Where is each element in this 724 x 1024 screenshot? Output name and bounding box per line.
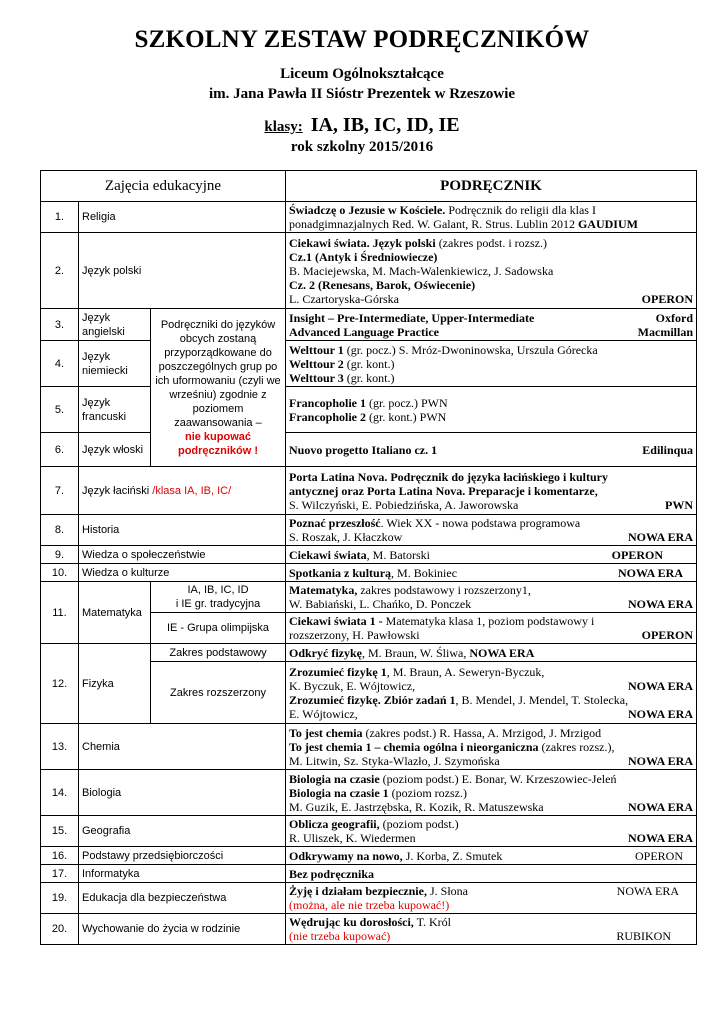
textbook-cell <box>286 724 697 770</box>
table-header-row <box>41 171 697 202</box>
book-authors: K. Byczuk, E. Wójtowicz, <box>289 678 416 693</box>
row-number: 6. <box>41 433 79 467</box>
table-row <box>41 914 697 945</box>
subgroup-label: Zakres rozszerzony <box>151 662 286 724</box>
book-title: Insight – Pre-Intermediate, Upper-Intermediate <box>289 310 535 325</box>
book-title: Advanced Language Practice <box>289 324 439 339</box>
subject-name: Język angielski <box>79 309 151 341</box>
book-title: Porta Latina Nova. Podręcznik do języka łacińskiego i kultury <box>289 469 608 484</box>
publisher: NOWA ERA <box>617 565 683 580</box>
row-number: 3. <box>41 309 79 341</box>
classes-value: IA, IB, IC, ID, IE <box>310 114 460 136</box>
textbook-cell <box>286 433 697 467</box>
book-detail: (zakres podst. i rozsz.) <box>435 235 547 250</box>
book-title: Ciekawi świata 1 - <box>289 614 383 628</box>
book-title: Francopholie 2 <box>289 409 366 424</box>
book-title: Wędrując ku dorosłości, <box>289 915 414 929</box>
textbook-cell <box>286 341 697 387</box>
publisher: NOWA ERA <box>469 645 535 660</box>
subject-classes-note: /klasa IA, IB, IC/ <box>149 484 232 497</box>
publisher: OPERON <box>611 547 663 562</box>
book-title: Spotkania z kulturą <box>289 565 392 580</box>
book-title: Bez podręcznika <box>289 866 374 881</box>
book-title: Matematyka, <box>289 583 358 597</box>
book-title: Odkryć fizykę <box>289 645 362 660</box>
textbook-cell <box>286 914 697 945</box>
subject-name: Informatyka <box>79 865 286 883</box>
publisher: NOWA ERA <box>627 678 693 693</box>
note-warning: nie kupować podręczników ! <box>177 430 259 457</box>
book-title: To jest chemia 1 – chemia ogólna i nieorganiczna <box>289 739 539 754</box>
textbook-cell <box>286 644 697 662</box>
book-title: Poznać przeszłość <box>289 516 381 530</box>
book-authors: S. Wilczyński, E. Pobiedzińska, A. Jaworowska <box>289 497 519 512</box>
textbook-cell <box>286 582 697 613</box>
school-patron: im. Jana Pawła II Sióstr Prezentek w Rzeszowie <box>208 86 516 102</box>
book-detail: (gr. pocz.) PWN <box>366 395 448 410</box>
publisher: Edilinqua <box>642 442 693 457</box>
subject-name: Wiedza o społeczeństwie <box>79 546 286 564</box>
subject-name: Matematyka <box>79 582 151 644</box>
subject-name: Edukacja dla bezpieczeństwa <box>79 883 286 914</box>
subject-name: Fizyka <box>79 644 151 724</box>
textbook-cell <box>286 202 697 233</box>
book-authors: M. Litwin, Sz. Styka-Wlazło, J. Szymońska <box>289 753 500 768</box>
publisher: NOWA ERA <box>627 753 693 768</box>
subject-name: Język niemiecki <box>79 341 151 387</box>
book-title: Żyję i działam bezpiecznie, <box>289 884 427 898</box>
table-row <box>41 467 697 515</box>
book-part: Cz. 2 (Renesans, Barok, Oświecenie) <box>289 277 476 292</box>
book-authors: T. Król <box>413 915 452 929</box>
book-authors: M. Guzik, E. Jastrzębska, R. Kozik, R. Matuszewska <box>289 799 544 814</box>
publisher: Oxford <box>655 310 693 325</box>
book-authors: J. Słona <box>426 884 468 898</box>
book-authors: J. Korba, Z. Smutek <box>402 848 503 863</box>
table-row <box>41 644 697 662</box>
table-row <box>41 309 697 341</box>
table-row <box>41 233 697 309</box>
table-row <box>41 546 697 564</box>
table-row <box>41 724 697 770</box>
subject-name: Wiedza o kulturze <box>79 564 286 582</box>
book-detail: (gr. kont.) <box>343 370 395 385</box>
subgroup-label: Zakres podstawowy <box>151 644 286 662</box>
row-number: 19. <box>41 883 79 914</box>
subject-name: Język polski <box>79 233 286 309</box>
book-title: Welttour 3 <box>289 370 344 385</box>
note-text: Podręczniki do języków obcych zostaną przyporządkowane do poszczególnych grup po ich uformowaniu (czyli we wrześniu) zgodnie z poziomem zaawansowania – <box>155 318 281 429</box>
table-row <box>41 883 697 914</box>
textbook-cell <box>286 770 697 816</box>
table-row <box>41 582 697 613</box>
textbook-cell <box>286 387 697 433</box>
book-authors: R. Uliszek, K. Wiedermen <box>289 831 416 845</box>
publisher: Macmillan <box>637 324 693 339</box>
publisher: GAUDIUM <box>577 217 638 231</box>
document-title: SZKOLNY ZESTAW PODRĘCZNIKÓW <box>134 26 590 53</box>
row-number: 2. <box>41 233 79 309</box>
book-title: Welttour 2 <box>289 356 344 371</box>
book-detail: (gr. kont.) <box>343 356 395 371</box>
row-number: 15. <box>41 816 79 847</box>
publisher: RUBIKON <box>616 929 671 943</box>
book-title: Biologia na czasie <box>289 771 380 786</box>
book-authors: , B. Mendel, J. Mendel, T. Stolecka, <box>455 692 629 707</box>
row-number: 12. <box>41 644 79 724</box>
book-authors: , M. Braun, W. Śliwa, <box>362 645 467 660</box>
table-row <box>41 847 697 865</box>
book-authors: B. Maciejewska, M. Mach-Walenkiewicz, J. Sadowska <box>289 263 554 278</box>
subject-column-header: Zajęcia edukacyjne <box>41 171 286 202</box>
book-part: Cz.1 (Antyk i Średniowiecze) <box>289 249 438 264</box>
purchase-note: (można, ale nie trzeba kupować!) <box>289 898 450 912</box>
row-number: 14. <box>41 770 79 816</box>
book-title: Zrozumieć fizykę. Zbiór zadań 1 <box>289 692 456 707</box>
row-number: 16. <box>41 847 79 865</box>
publisher: NOWA ERA <box>627 706 693 721</box>
textbook-cell <box>286 847 697 865</box>
publisher: PWN <box>665 497 693 512</box>
subject-label: Język łaciński <box>82 484 150 497</box>
book-title: Biologia na czasie 1 <box>289 785 389 800</box>
subgroup-label: IE - Grupa olimpijska <box>151 613 286 644</box>
textbook-cell <box>286 309 697 341</box>
book-title: Ciekawi świata. Język polski <box>289 235 436 250</box>
textbook-cell <box>286 816 697 847</box>
publisher: OPERON <box>634 848 683 863</box>
row-number: 9. <box>41 546 79 564</box>
subject-name: Podstawy przedsiębiorczości <box>79 847 286 865</box>
textbook-cell <box>286 233 697 309</box>
table-row <box>41 433 697 467</box>
school-year: rok szkolny 2015/2016 <box>290 139 434 155</box>
textbook-cell <box>286 883 697 914</box>
book-detail: (zakres rozsz.), <box>538 739 615 754</box>
book-title: Odkrywamy na nowo, <box>289 848 403 863</box>
textbook-cell <box>286 467 697 515</box>
row-number: 13. <box>41 724 79 770</box>
subject-name: Geografia <box>79 816 286 847</box>
book-title: Świadczę o Jezusie w Kościele. <box>289 203 446 217</box>
row-number: 11. <box>41 582 79 644</box>
row-number: 1. <box>41 202 79 233</box>
book-authors: , M. Bokiniec <box>391 565 458 580</box>
row-number: 20. <box>41 914 79 945</box>
book-detail: Podręcznik do religii dla klas I <box>445 203 596 217</box>
book-title: Francopholie 1 <box>289 395 366 410</box>
book-detail: (poziom podst.) E. Bonar, W. Krzeszowiec-Jeleń <box>379 771 617 786</box>
textbook-cell <box>286 865 697 883</box>
row-number: 5. <box>41 387 79 433</box>
book-detail: zakres podstawowy i rozszerzony1, <box>357 583 531 597</box>
table-row <box>41 770 697 816</box>
table-row <box>41 202 697 233</box>
textbook-cell <box>286 515 697 546</box>
table-row <box>41 515 697 546</box>
subject-name: Religia <box>79 202 286 233</box>
row-number: 17. <box>41 865 79 883</box>
textbook-cell <box>286 613 697 644</box>
book-authors: W. Babiański, L. Chańko, D. Ponczek <box>289 597 472 611</box>
publisher: OPERON <box>641 291 693 306</box>
book-detail: (gr. kont.) PWN <box>366 409 447 424</box>
book-detail: (poziom podst.) <box>379 817 459 831</box>
textbook-cell <box>286 564 697 582</box>
book-title: To jest chemia <box>289 725 363 740</box>
table-row <box>41 865 697 883</box>
book-title: antycznej oraz Porta Latina Nova. Preparacje i komentarze, <box>289 483 598 498</box>
subgroup-label: IA, IB, IC, ID i IE gr. tradycyjna <box>151 582 286 613</box>
table-row <box>41 387 697 433</box>
subject-name: Język włoski <box>79 433 151 467</box>
table-row <box>41 564 697 582</box>
purchase-note: (nie trzeba kupować) <box>289 929 391 943</box>
textbook-cell <box>286 662 697 724</box>
subject-name: Chemia <box>79 724 286 770</box>
subject-name: Historia <box>79 515 286 546</box>
book-title: Nuovo progetto Italiano cz. 1 <box>289 442 438 457</box>
publisher: NOWA ERA <box>627 799 693 814</box>
publisher: NOWA ERA <box>627 597 693 611</box>
book-title: Welttour 1 <box>289 342 344 357</box>
publisher: NOWA ERA <box>627 530 693 544</box>
publisher: OPERON <box>641 628 693 642</box>
book-authors: L. Czartoryska-Górska <box>289 291 399 306</box>
subject-name: Język francuski <box>79 387 151 433</box>
book-detail: (gr. pocz.) S. Mróz-Dwoninowska, Urszula Górecka <box>343 342 598 357</box>
row-number: 10. <box>41 564 79 582</box>
row-number: 7. <box>41 467 79 515</box>
subject-name: Biologia <box>79 770 286 816</box>
textbook-table <box>40 170 697 945</box>
table-row <box>41 341 697 387</box>
book-detail: (poziom rozsz.) <box>388 785 467 800</box>
book-authors: rozszerzony, H. Pawłowski <box>289 628 420 642</box>
row-number: 8. <box>41 515 79 546</box>
book-authors: E. Wójtowicz, <box>289 706 358 721</box>
publisher: NOWA ERA <box>616 884 679 898</box>
subject-name: Wychowanie do życia w rodzinie <box>79 914 286 945</box>
book-detail: Matematyka klasa 1, poziom podstawowy i <box>382 614 595 628</box>
table-row <box>41 816 697 847</box>
row-number: 4. <box>41 341 79 387</box>
book-title: Zrozumieć fizykę 1 <box>289 664 387 679</box>
subject-name <box>79 467 286 515</box>
classes-label: klasy: <box>264 119 303 135</box>
book-authors: S. Roszak, J. Kłaczkow <box>289 530 403 544</box>
book-detail: (zakres podst.) R. Hassa, A. Mrzigod, J. Mrzigod <box>362 725 602 740</box>
school-name: Liceum Ogólnokształcące <box>280 66 444 82</box>
publisher: NOWA ERA <box>627 831 693 845</box>
textbook-column-header: PODRĘCZNIK <box>286 171 697 202</box>
book-authors: , M. Braun, A. Seweryn-Byczuk, <box>386 664 545 679</box>
language-groups-note <box>151 309 286 467</box>
book-authors: ponadgimnazjalnych Red. W. Galant, R. Strus. Lublin 2012 <box>289 217 575 231</box>
book-title: Ciekawi świata <box>289 547 367 562</box>
classes-line <box>0 114 724 137</box>
book-title: Oblicza geografii, <box>289 817 380 831</box>
book-detail: . Wiek XX - nowa podstawa programowa <box>380 516 581 530</box>
textbook-cell <box>286 546 697 564</box>
book-authors: , M. Batorski <box>366 547 431 562</box>
